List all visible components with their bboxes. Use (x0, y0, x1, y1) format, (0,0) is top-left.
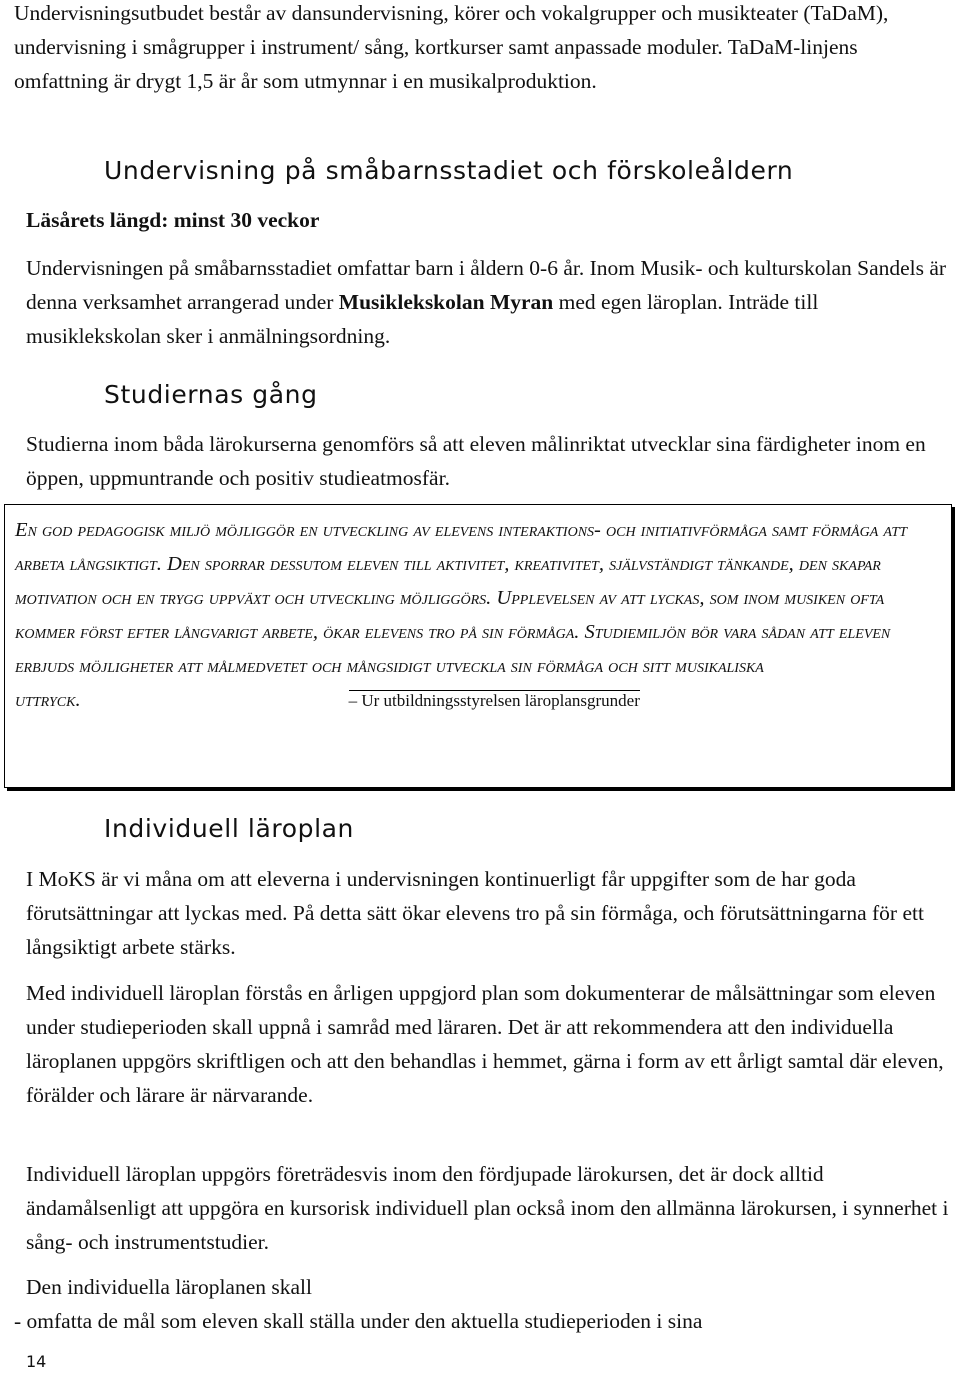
page-number: 14 (26, 1352, 47, 1371)
laroplan-paragraph-3: Individuell läroplan uppgörs företrädesvis inom den fördjupade lärokursen, det är dock alltid ändamålsenligt att uppgöra en kursorisk individuell plan också inom den allmänna lärokursen, i synnerhet i sång- och instrumentstudier. (26, 1162, 949, 1254)
subheading-lasar-length: Läsårets längd: minst 30 veckor (26, 208, 320, 232)
curriculum-quote (15, 513, 945, 718)
section-heading-smabarn: Undervisning på småbarnsstadiet och förskoleåldern (104, 156, 794, 185)
smabarn-paragraph-start: Undervisningen på småbarnsstadiet omfattar barn i åldern 0-6 år. Inom Musik- och kulturskolan Sandels är denna verksamhet arrangerad under (26, 256, 947, 314)
intro-paragraph: Undervisningsutbudet består av dansundervisning, körer och vokalgrupper och musikteater (TaDaM), undervisning i smågrupper i instrument/ sång, kortkurser samt anpassade moduler. TaDaM-linjens omfattning är drygt 1,5 är år som utmynnar i en musikalproduktion. (14, 1, 889, 93)
quote-text: En god pedagogisk miljö möjliggör en utveckling av elevens interaktions- och initiativförmåga samt förmåga att arbeta långsiktigt. Den sporrar dessutom eleven till aktivitet, kreativitet, självständigt tänkande, den skapar motivation och en trygg uppväxt och utveckling möjliggörs. Upplevelsen av att lyckas, som inom musiken ofta kommer först efter långvarigt arbete, ökar elevens tro på sin förmåga. Studiemiljön bör vara sådan att eleven erbjuds möjligheter att målmedvetet och mångsidigt utveckla sin förmåga och sitt musikaliska uttryck. (15, 519, 907, 711)
section-heading-studiernas-gang: Studiernas gång (104, 380, 318, 409)
laroplan-paragraph-2: Med individuell läroplan förstås en årligen uppgjord plan som dokumenterar de målsättningar som eleven under studieperioden skall uppnå i samråd med läraren. Det är att rekommendera att den individuella läroplanen uppgörs skriftligen och att den behandlas i hemmet, gärna i form av ett årligt samtal där eleven, förälder och lärare är närvarande. (26, 981, 944, 1107)
laroplan-paragraph-4: Den individuella läroplanen skall (26, 1275, 312, 1299)
curriculum-quote-box (4, 504, 952, 788)
laroplan-paragraph-1: I MoKS är vi måna om att eleverna i undervisningen kontinuerligt får uppgifter som de har goda förutsättningar att lyckas med. På detta sätt ökar elevens tro på sin förmåga, och förutsättningarna för ett långsiktigt arbete stärks. (26, 867, 924, 959)
section-heading-individuell-laroplan: Individuell läroplan (104, 814, 354, 843)
smabarn-paragraph (14, 251, 958, 353)
laroplan-bullet-1: - omfatta de mål som eleven skall ställa under den aktuella studieperioden i sina (14, 1309, 703, 1333)
quote-source: – Ur utbildningsstyrelsen läroplansgrunder (348, 691, 640, 710)
smabarn-paragraph-end: med egen läroplan. Inträde till musiklekskolan sker i anmälningsordning. (26, 290, 819, 348)
myran-name: Musiklekskolan Myran (338, 290, 554, 314)
studiernas-gang-paragraph: Studierna inom båda lärokurserna genomförs så att eleven målinriktat utvecklar sina färdigheter inom en öppen, uppmuntrande och positiv studieatmosfär. (26, 432, 926, 490)
